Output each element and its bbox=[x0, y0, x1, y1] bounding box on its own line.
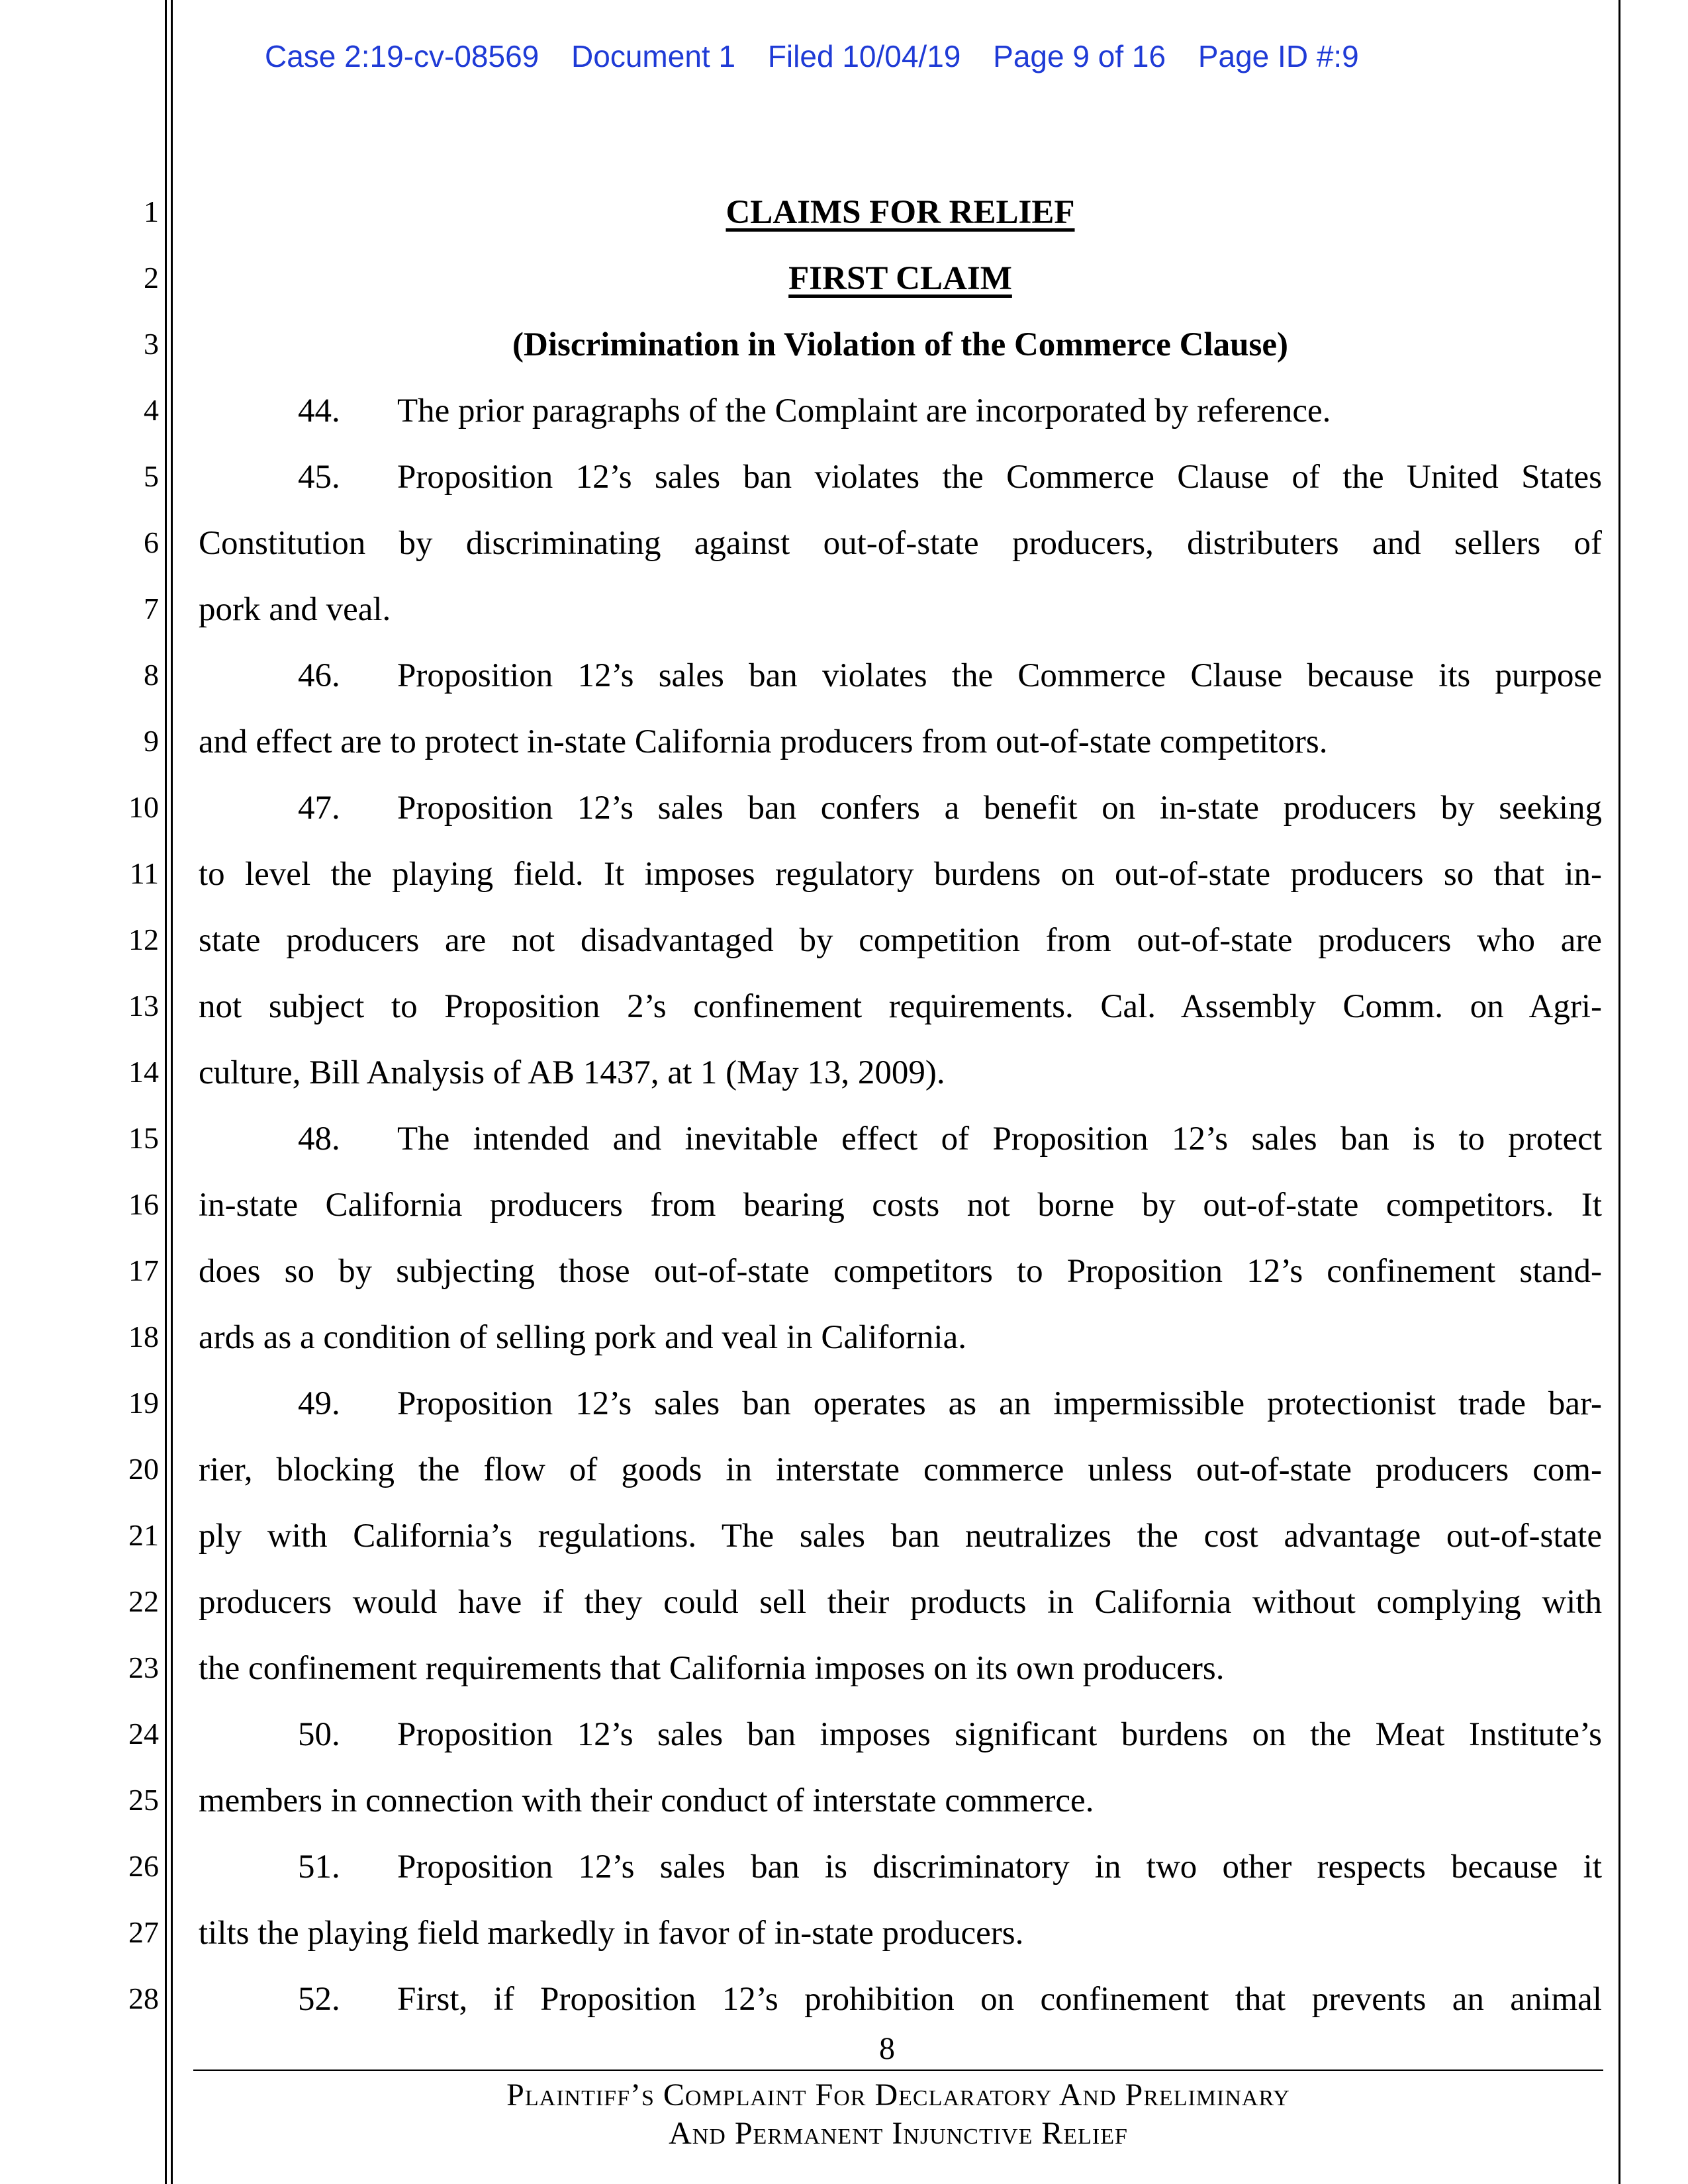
line-number: 26 bbox=[128, 1849, 159, 1883]
paragraph-51-line: tilts the playing field markedly in favor of in-state producers. bbox=[199, 1915, 1024, 1952]
case-number: Case 2:19-cv-08569 bbox=[265, 39, 539, 73]
heading-claim-description: (Discrimination in Violation of the Commerce Clause) bbox=[512, 326, 1288, 363]
line-number: 17 bbox=[128, 1253, 159, 1287]
paragraph-47-line: 47. Proposition 12’s sales ban confers a benefit on in-state producers by seeking bbox=[298, 790, 1602, 827]
footer-title-line-2: And Permanent Injunctive Relief bbox=[669, 2116, 1128, 2151]
heading-claims-for-relief: CLAIMS FOR RELIEF bbox=[726, 194, 1075, 231]
paragraph-51-line: 51. Proposition 12’s sales ban is discriminatory in two other respects because it bbox=[298, 1848, 1602, 1886]
line-number: 11 bbox=[129, 856, 159, 890]
line-number: 23 bbox=[128, 1651, 159, 1684]
paragraph-49-line: 49. Proposition 12’s sales ban operates as an impermissible protectionist trade bar- bbox=[298, 1385, 1602, 1422]
page-number: 8 bbox=[879, 2031, 895, 2066]
line-number: 21 bbox=[128, 1518, 159, 1552]
paragraph-52-line: 52. First, if Proposition 12’s prohibition on confinement that prevents an animal bbox=[298, 1981, 1602, 2018]
line-number: 13 bbox=[128, 989, 159, 1023]
paragraph-50-line: members in connection with their conduct of interstate commerce. bbox=[199, 1782, 1094, 1819]
line-number: 24 bbox=[128, 1717, 159, 1751]
line-number: 4 bbox=[144, 393, 159, 427]
paragraph-49-line: ply with California’s regulations. The sales ban neutralizes the cost advantage out-of-state bbox=[199, 1518, 1602, 1555]
line-number: 9 bbox=[144, 724, 159, 758]
heading-first-claim: FIRST CLAIM bbox=[788, 260, 1012, 297]
paragraph-45-line: Constitution by discriminating against out-of-state producers, distributers and sellers of bbox=[199, 525, 1602, 562]
line-number: 25 bbox=[128, 1783, 159, 1817]
line-number: 5 bbox=[144, 459, 159, 493]
line-number: 20 bbox=[128, 1452, 159, 1486]
paragraph-49-line: rier, blocking the flow of goods in interstate commerce unless out-of-state producers com- bbox=[199, 1451, 1602, 1488]
line-number: 6 bbox=[144, 525, 159, 559]
paragraph-47-line: to level the playing field. It imposes regulatory burdens on out-of-state producers so that in- bbox=[199, 856, 1602, 893]
paragraph-46-line: 46. Proposition 12’s sales ban violates the Commerce Clause because its purpose bbox=[298, 657, 1602, 694]
paragraph-50-line: 50. Proposition 12’s sales ban imposes significant burdens on the Meat Institute’s bbox=[298, 1716, 1602, 1753]
filed-date: Filed 10/04/19 bbox=[767, 39, 961, 73]
line-number: 3 bbox=[144, 327, 159, 361]
paragraph-48-line: ards as a condition of selling pork and veal in California. bbox=[199, 1319, 966, 1356]
line-number: 28 bbox=[128, 1981, 159, 2015]
line-number: 27 bbox=[128, 1915, 159, 1949]
left-margin-rule bbox=[165, 0, 167, 2184]
line-number: 8 bbox=[144, 658, 159, 692]
line-number: 12 bbox=[128, 923, 159, 956]
footer-title-line-1: Plaintiff’s Complaint For Declaratory And Preliminary bbox=[506, 2077, 1290, 2113]
document-number: Document 1 bbox=[571, 39, 736, 73]
line-number: 10 bbox=[128, 790, 159, 824]
line-number: 22 bbox=[128, 1584, 159, 1618]
line-number: 14 bbox=[128, 1055, 159, 1089]
right-margin-rule bbox=[1618, 0, 1620, 2184]
paragraph-48-line: 48. The intended and inevitable effect of Proposition 12’s sales ban is to protect bbox=[298, 1120, 1602, 1158]
paragraph-47-line: culture, Bill Analysis of AB 1437, at 1 (May 13, 2009). bbox=[199, 1054, 945, 1091]
paragraph-44-line: 44. The prior paragraphs of the Complaint are incorporated by reference. bbox=[298, 392, 1331, 430]
paragraph-48-line: does so by subjecting those out-of-state competitors to Proposition 12’s confinement stand- bbox=[199, 1253, 1602, 1290]
paragraph-47-line: not subject to Proposition 2’s confinement requirements. Cal. Assembly Comm. on Agri- bbox=[199, 988, 1602, 1025]
line-number: 16 bbox=[128, 1187, 159, 1221]
line-number: 1 bbox=[144, 195, 159, 228]
paragraph-47-line: state producers are not disadvantaged by competition from out-of-state producers who are bbox=[199, 922, 1602, 959]
footer-rule bbox=[193, 2070, 1603, 2071]
paragraph-49-line: producers would have if they could sell their products in California without complying with bbox=[199, 1584, 1602, 1621]
paragraph-45-line: pork and veal. bbox=[199, 591, 391, 628]
paragraph-46-line: and effect are to protect in-state California producers from out-of-state competitors. bbox=[199, 723, 1328, 760]
line-number: 19 bbox=[128, 1386, 159, 1420]
line-number: 7 bbox=[144, 592, 159, 625]
paragraph-48-line: in-state California producers from bearing costs not borne by out-of-state competitors. It bbox=[199, 1187, 1602, 1224]
line-number: 18 bbox=[128, 1320, 159, 1353]
left-margin-rule-inner bbox=[171, 0, 173, 2184]
court-filing-header bbox=[265, 38, 1430, 75]
line-number: 2 bbox=[144, 261, 159, 295]
page-count: Page 9 of 16 bbox=[993, 39, 1166, 73]
page-id: Page ID #:9 bbox=[1197, 39, 1359, 73]
paragraph-45-line: 45. Proposition 12’s sales ban violates the Commerce Clause of the United States bbox=[298, 459, 1602, 496]
paragraph-49-line: the confinement requirements that California imposes on its own producers. bbox=[199, 1650, 1225, 1687]
line-number: 15 bbox=[128, 1121, 159, 1155]
